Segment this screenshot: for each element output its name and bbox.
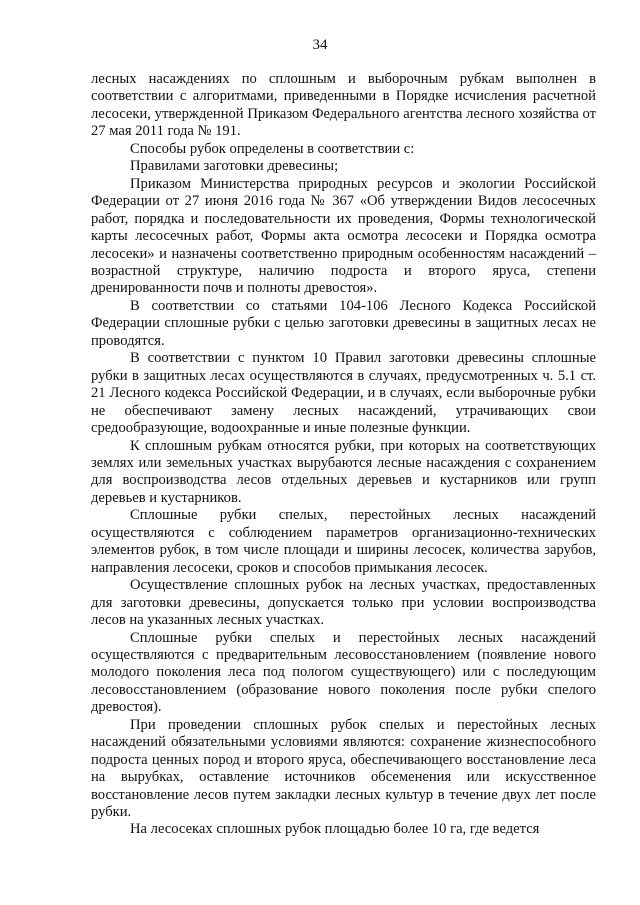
paragraph-rules-reference: Правилами заготовки древесины; [130, 158, 339, 175]
paragraph-mandatory-conditions: При проведении сплошных рубок спелых и перестойных лесных насаждений обязательными условиями являются: сохранение жизнеспособного подроста ценных пород и второго яруса, обеспечивающего восстановление леса на вырубках, оставление источников обсеменения или искусственное восстановление лесов путем закладки лесных культур в течение двух лет после рубки. [91, 716, 596, 821]
paragraph-continuation: лесных насаждениях по сплошным и выборочным рубкам выполнен в соответствии с алгоритмами, приведенными в Порядке исчисления расчетной лесосеки, утвержденной Приказом Федерального агентства лесного хозяйства от 27 мая 2011 года № 191. [91, 71, 596, 140]
paragraph-reforestation: Сплошные рубки спелых и перестойных лесных насаждений осуществляются с предварительным лесовосстановлением (появление нового молодого поколения леса под пологом существующего) или с последующим лесовосстановлением (образование нового поколения после рубки спелого древостоя). [91, 629, 596, 716]
paragraph-ministry-order: Приказом Министерства природных ресурсов и экологии Российской Федерации от 27 июня 2016 года № 367 «Об утверждении Видов лесосечных работ, порядка и последовательности их проведения, Формы технологической карты лесосечных работ, Формы акта осмотра лесосеки и Порядка осмотра лесосеки» и назначены соответственно природным особенностям насаждений – возрастной структуре, наличию подроста и второго яруса, степени дренированности почв и полноты древостоя». [91, 175, 596, 297]
page-number: 34 [312, 37, 328, 53]
paragraph-methods-intro: Способы рубок определены в соответствии с: [130, 140, 415, 157]
paragraph-large-plots: На лесосеках сплошных рубок площадью более 10 га, где ведется [130, 821, 540, 838]
paragraph-protective-forests: В соответствии с пунктом 10 Правил заготовки древесины сплошные рубки в защитных лесах осуществляются в случаях, предусмотренных ч. 5.1 ст. 21 Лесного кодекса Российской Федерации, и в случаях, если выборочные рубки не обеспечивают замену лесных насаждений, утрачивающих свои средообразующие, водоохранные и иные полезные функции. [91, 350, 596, 437]
paragraph-clear-cuts-definition: К сплошным рубкам относятся рубки, при которых на соответствующих землях или земельных участках вырубаются лесные насаждения с сохранением для воспроизводства лесов отдельных деревьев и кустарников или групп деревьев и кустарников. [91, 437, 596, 506]
paragraph-reproduction-condition: Осуществление сплошных рубок на лесных участках, предоставленных для заготовки древесины, допускается только при условии воспроизводства лесов на указанных лесных участках. [91, 577, 596, 629]
paragraph-forest-code: В соответствии со статьями 104-106 Лесного Кодекса Российской Федерации сплошные рубки с целью заготовки древесины в защитных лесах не проводятся. [91, 297, 596, 349]
paragraph-clear-cuts-parameters: Сплошные рубки спелых, перестойных лесных насаждений осуществляются с соблюдением параметров организационно-технических элементов рубок, в том числе площади и ширины лесосек, количества зарубов, направления лесосеки, сроков и способов примыкания лесосек. [91, 507, 596, 576]
document-body [91, 71, 596, 839]
